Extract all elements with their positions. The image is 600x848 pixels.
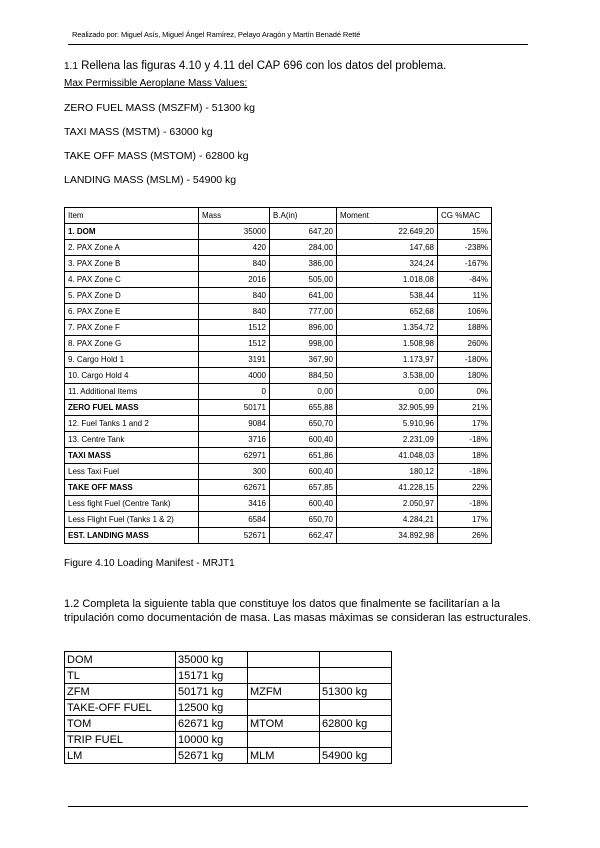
manifest-cell-moment: 3.538,00: [337, 368, 438, 384]
manifest-row: [65, 288, 492, 304]
manifest-cell-cg: -167%: [438, 256, 492, 272]
manifest-cell-item: 12. Fuel Tanks 1 and 2: [65, 416, 199, 432]
manifest-cell-mass: 1512: [199, 320, 270, 336]
summary-cell: [320, 700, 392, 716]
summary-cell: DOM: [65, 652, 176, 668]
manifest-cell-mass: 6584: [199, 512, 270, 528]
summary-cell: 62800 kg: [320, 716, 392, 732]
manifest-cell-item: 6. PAX Zone E: [65, 304, 199, 320]
manifest-row: [65, 480, 492, 496]
summary-cell: TL: [65, 668, 176, 684]
manifest-cell-moment: 5.910,96: [337, 416, 438, 432]
manifest-cell-ba: 284,00: [270, 240, 337, 256]
summary-cell: 15171 kg: [176, 668, 248, 684]
footer-divider: [68, 806, 528, 807]
manifest-cell-cg: 22%: [438, 480, 492, 496]
manifest-cell-mass: 9084: [199, 416, 270, 432]
manifest-cell-item: 10. Cargo Hold 4: [65, 368, 199, 384]
manifest-cell-mass: 62971: [199, 448, 270, 464]
header-divider: [68, 44, 528, 45]
manifest-row: [65, 512, 492, 528]
max-mass-subtitle: Max Permissible Aeroplane Mass Values:: [64, 78, 248, 89]
summary-cell: [248, 700, 320, 716]
summary-cell: MZFM: [248, 684, 320, 700]
manifest-cell-item: 8. PAX Zone G: [65, 336, 199, 352]
manifest-row: [65, 432, 492, 448]
manifest-cell-mass: 3191: [199, 352, 270, 368]
manifest-row: [65, 352, 492, 368]
manifest-cell-ba: 0,00: [270, 384, 337, 400]
summary-row: [65, 748, 392, 764]
summary-cell: [248, 652, 320, 668]
manifest-cell-ba: 641,00: [270, 288, 337, 304]
manifest-cell-moment: 2.231,09: [337, 432, 438, 448]
section-1-text: Rellena las figuras 4.10 y 4.11 del CAP 696 con los datos del problema.: [81, 60, 447, 72]
loading-manifest-table: [64, 207, 492, 544]
manifest-cell-item: TAXI MASS: [65, 448, 199, 464]
header-ba: B.A(in): [270, 208, 337, 224]
manifest-cell-item: Less Taxi Fuel: [65, 464, 199, 480]
manifest-row: [65, 368, 492, 384]
summary-cell: [320, 668, 392, 684]
manifest-header-row: [65, 208, 492, 224]
manifest-cell-item: 7. PAX Zone F: [65, 320, 199, 336]
summary-row: [65, 716, 392, 732]
manifest-cell-moment: 147,68: [337, 240, 438, 256]
manifest-row: [65, 496, 492, 512]
manifest-cell-cg: -180%: [438, 352, 492, 368]
manifest-cell-ba: 777,00: [270, 304, 337, 320]
summary-cell: [248, 732, 320, 748]
manifest-cell-ba: 896,00: [270, 320, 337, 336]
header-cg: CG %MAC: [438, 208, 492, 224]
manifest-cell-mass: 3716: [199, 432, 270, 448]
manifest-cell-item: Less Flight Fuel (Tanks 1 & 2): [65, 512, 199, 528]
manifest-cell-ba: 600,40: [270, 464, 337, 480]
section-1-heading: [64, 60, 446, 72]
summary-cell: [320, 732, 392, 748]
manifest-cell-ba: 600,40: [270, 432, 337, 448]
summary-cell: [320, 652, 392, 668]
manifest-cell-ba: 647,20: [270, 224, 337, 240]
manifest-cell-ba: 367,90: [270, 352, 337, 368]
page-header: Realizado por: Miguel Asís, Miguel Ángel Ramírez, Pelayo Aragón y Martín Benadé Retté: [72, 30, 361, 39]
manifest-cell-item: 11. Additional Items: [65, 384, 199, 400]
manifest-cell-cg: -18%: [438, 464, 492, 480]
summary-cell: 12500 kg: [176, 700, 248, 716]
manifest-row: [65, 416, 492, 432]
summary-cell: TAKE-OFF FUEL: [65, 700, 176, 716]
manifest-cell-mass: 35000: [199, 224, 270, 240]
manifest-cell-item: 4. PAX Zone C: [65, 272, 199, 288]
manifest-cell-moment: 324,24: [337, 256, 438, 272]
mass-summary-table: [64, 651, 392, 764]
manifest-cell-moment: 34.892,98: [337, 528, 438, 544]
manifest-cell-cg: -18%: [438, 496, 492, 512]
manifest-row: [65, 448, 492, 464]
manifest-cell-mass: 420: [199, 240, 270, 256]
mass-take-off: TAKE OFF MASS (MSTOM) - 62800 kg: [64, 150, 249, 162]
summary-row: [65, 668, 392, 684]
manifest-cell-moment: 538,44: [337, 288, 438, 304]
manifest-cell-item: 2. PAX Zone A: [65, 240, 199, 256]
manifest-row: [65, 400, 492, 416]
manifest-cell-ba: 386,00: [270, 256, 337, 272]
manifest-cell-moment: 22.649,20: [337, 224, 438, 240]
summary-cell: ZFM: [65, 684, 176, 700]
manifest-cell-ba: 662,47: [270, 528, 337, 544]
manifest-cell-cg: 180%: [438, 368, 492, 384]
manifest-cell-mass: 50171: [199, 400, 270, 416]
mass-zero-fuel: ZERO FUEL MASS (MSZFM) - 51300 kg: [64, 102, 255, 114]
manifest-row: [65, 384, 492, 400]
section-2-text: 1.2 Completa la siguiente tabla que constituye los datos que finalmente se facilitarían a la tripulación como documentación de masa. Las masas máximas se consideran las estructurales.: [64, 598, 532, 624]
manifest-row: [65, 304, 492, 320]
manifest-cell-cg: 260%: [438, 336, 492, 352]
manifest-cell-ba: 884,50: [270, 368, 337, 384]
manifest-row: [65, 240, 492, 256]
section-1-number: 1.1: [64, 61, 78, 72]
header-mass: Mass: [199, 208, 270, 224]
manifest-cell-mass: 62671: [199, 480, 270, 496]
manifest-row: [65, 224, 492, 240]
header-moment: Moment: [337, 208, 438, 224]
manifest-cell-ba: 600,40: [270, 496, 337, 512]
manifest-cell-mass: 0: [199, 384, 270, 400]
manifest-cell-moment: 4.284,21: [337, 512, 438, 528]
manifest-cell-moment: 2.050,97: [337, 496, 438, 512]
summary-cell: TRIP FUEL: [65, 732, 176, 748]
manifest-cell-cg: 17%: [438, 512, 492, 528]
manifest-cell-mass: 1512: [199, 336, 270, 352]
manifest-cell-item: 13. Centre Tank: [65, 432, 199, 448]
manifest-cell-cg: 18%: [438, 448, 492, 464]
manifest-cell-moment: 1.354,72: [337, 320, 438, 336]
manifest-cell-cg: 106%: [438, 304, 492, 320]
manifest-cell-mass: 840: [199, 304, 270, 320]
summary-cell: MLM: [248, 748, 320, 764]
manifest-cell-ba: 657,85: [270, 480, 337, 496]
manifest-row: [65, 528, 492, 544]
manifest-cell-cg: 11%: [438, 288, 492, 304]
manifest-cell-cg: 26%: [438, 528, 492, 544]
manifest-cell-moment: 0,00: [337, 384, 438, 400]
summary-row: [65, 700, 392, 716]
summary-cell: 52671 kg: [176, 748, 248, 764]
mass-landing: LANDING MASS (MSLM) - 54900 kg: [64, 174, 237, 186]
manifest-cell-item: 5. PAX Zone D: [65, 288, 199, 304]
summary-cell: MTOM: [248, 716, 320, 732]
manifest-cell-moment: 652,68: [337, 304, 438, 320]
summary-cell: 35000 kg: [176, 652, 248, 668]
manifest-cell-ba: 655,88: [270, 400, 337, 416]
summary-cell: 50171 kg: [176, 684, 248, 700]
summary-row: [65, 652, 392, 668]
manifest-cell-moment: 41.048,03: [337, 448, 438, 464]
manifest-cell-mass: 2016: [199, 272, 270, 288]
manifest-row: [65, 336, 492, 352]
manifest-cell-cg: 188%: [438, 320, 492, 336]
manifest-cell-item: TAKE OFF MASS: [65, 480, 199, 496]
manifest-cell-mass: 52671: [199, 528, 270, 544]
manifest-cell-ba: 505,00: [270, 272, 337, 288]
manifest-cell-item: 9. Cargo Hold 1: [65, 352, 199, 368]
summary-cell: LM: [65, 748, 176, 764]
manifest-cell-mass: 840: [199, 288, 270, 304]
manifest-cell-moment: 32.905,99: [337, 400, 438, 416]
manifest-cell-item: 3. PAX Zone B: [65, 256, 199, 272]
manifest-row: [65, 256, 492, 272]
manifest-cell-mass: 4000: [199, 368, 270, 384]
summary-cell: 51300 kg: [320, 684, 392, 700]
manifest-cell-moment: 1.173,97: [337, 352, 438, 368]
manifest-cell-cg: 0%: [438, 384, 492, 400]
manifest-cell-mass: 300: [199, 464, 270, 480]
manifest-cell-cg: 17%: [438, 416, 492, 432]
manifest-row: [65, 272, 492, 288]
manifest-cell-moment: 1.018,08: [337, 272, 438, 288]
manifest-cell-ba: 998,00: [270, 336, 337, 352]
manifest-cell-cg: 21%: [438, 400, 492, 416]
figure-caption: Figure 4.10 Loading Manifest - MRJT1: [64, 558, 235, 569]
manifest-cell-ba: 650,70: [270, 416, 337, 432]
header-item: Item: [65, 208, 199, 224]
manifest-cell-mass: 3416: [199, 496, 270, 512]
summary-cell: 54900 kg: [320, 748, 392, 764]
manifest-row: [65, 464, 492, 480]
manifest-cell-item: Less fight Fuel (Centre Tank): [65, 496, 199, 512]
manifest-cell-moment: 1.508,98: [337, 336, 438, 352]
manifest-cell-item: EST. LANDING MASS: [65, 528, 199, 544]
manifest-cell-cg: -84%: [438, 272, 492, 288]
manifest-cell-cg: -18%: [438, 432, 492, 448]
manifest-cell-cg: -238%: [438, 240, 492, 256]
manifest-cell-mass: 840: [199, 256, 270, 272]
manifest-row: [65, 320, 492, 336]
summary-row: [65, 684, 392, 700]
manifest-cell-ba: 651,86: [270, 448, 337, 464]
summary-cell: [248, 668, 320, 684]
summary-cell: 62671 kg: [176, 716, 248, 732]
manifest-cell-ba: 650,70: [270, 512, 337, 528]
mass-taxi: TAXI MASS (MSTM) - 63000 kg: [64, 126, 213, 138]
summary-cell: 10000 kg: [176, 732, 248, 748]
manifest-cell-item: 1. DOM: [65, 224, 199, 240]
manifest-cell-moment: 180,12: [337, 464, 438, 480]
manifest-cell-cg: 15%: [438, 224, 492, 240]
summary-row: [65, 732, 392, 748]
manifest-cell-item: ZERO FUEL MASS: [65, 400, 199, 416]
manifest-cell-moment: 41.228,15: [337, 480, 438, 496]
summary-cell: TOM: [65, 716, 176, 732]
